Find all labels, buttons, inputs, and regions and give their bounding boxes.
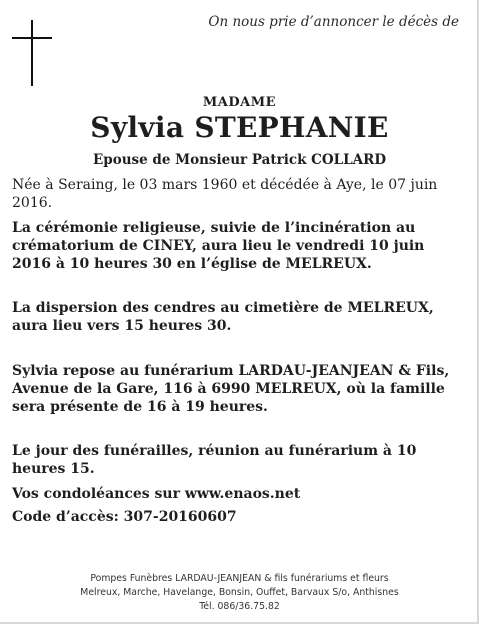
reunion-paragraph: Le jour des funérailles, réunion au funérarium à 10 heures 15. — [12, 443, 417, 477]
cross-vertical-bar — [31, 20, 33, 86]
ceremony-paragraph: La cérémonie religieuse, suivie de l’incinération au crématorium de CINEY, aura lieu le vendredi 10 juin 2016 à 10 heures 30 en l’église de MELREUX. — [12, 220, 425, 272]
funerarium-paragraph: Sylvia repose au funérarium LARDAU-JEANJEAN & Fils, Avenue de la Gare, 116 à 6990 MELREUX, où la famille sera présente de 16 à 19 heures. — [12, 363, 450, 415]
cross-horizontal-bar — [12, 37, 52, 39]
spouse-line: Epouse de Monsieur Patrick COLLARD — [92, 152, 387, 168]
latin-cross-icon — [12, 20, 52, 86]
condolences-line: Vos condoléances sur www.enaos.net — [12, 486, 301, 502]
dispersion-paragraph: La dispersion des cendres au cimetière de MELREUX, aura lieu vers 15 heures 30. — [12, 300, 434, 334]
intro-line: On nous prie d’annoncer le décès de — [208, 14, 459, 30]
birth-death-paragraph: Née à Seraing, le 03 mars 1960 et décédée à Aye, le 07 juin 2016. — [12, 177, 438, 211]
footer-line-1: Pompes Funèbres LARDAU-JEANJEAN & fils funérariums et fleurs — [90, 573, 389, 584]
footer-line-3: Tél. 086/36.75.82 — [199, 601, 280, 612]
deceased-title: MADAME — [202, 95, 277, 110]
footer-line-2: Melreux, Marche, Havelange, Bonsin, Ouffet, Barvaux S/o, Anthisnes — [80, 587, 399, 598]
funeral-home-footer — [0, 572, 479, 614]
access-code-line: Code d’accès: 307-20160607 — [12, 509, 237, 525]
deceased-name: Sylvia STEPHANIE — [90, 111, 389, 144]
